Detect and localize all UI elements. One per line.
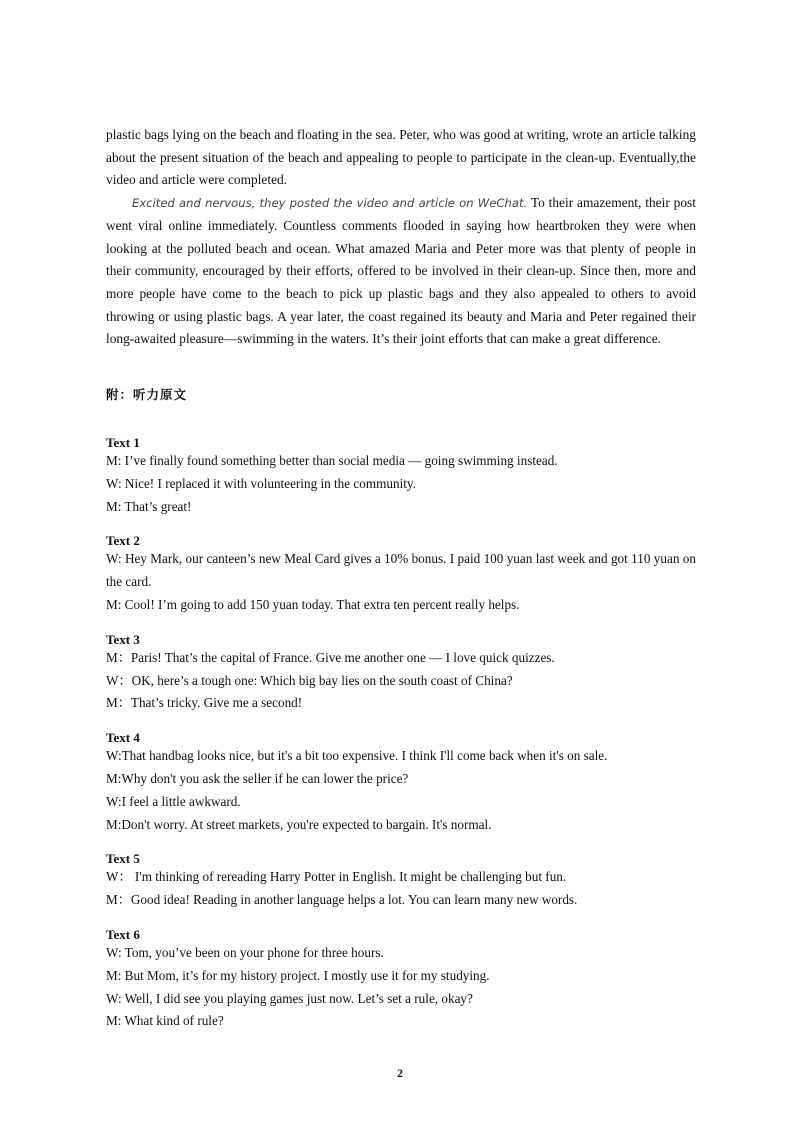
dialogue-line: M: What kind of rule? xyxy=(106,1013,224,1029)
text-heading: Text 5 xyxy=(106,851,140,867)
text-3-block xyxy=(106,632,696,715)
dialogue-line: W： I'm thinking of rereading Harry Potter in English. It might be challenging but fun. xyxy=(106,869,567,885)
dialogue-line: M: Cool! I’m going to add 150 yuan today. That extra ten percent really helps. xyxy=(106,597,520,613)
text-heading: Text 6 xyxy=(106,926,140,942)
dialogue-line: M：Paris! That’s the capital of France. Give me another one — I love quick quizzes. xyxy=(106,649,555,665)
text-heading: Text 2 xyxy=(106,533,140,549)
text-2-block xyxy=(106,533,696,616)
dialogue-line: W:I feel a little awkward. xyxy=(106,793,241,809)
dialogue-line: W: Hey Mark, our canteen’s new Meal Card gives a 10% bonus. I paid 100 yuan last week and got 110 yuan on the card. xyxy=(106,551,696,590)
dialogue-line: M：Good idea! Reading in another language helps a lot. You can learn many new words. xyxy=(106,892,578,908)
essay-section xyxy=(106,124,696,351)
text-4-block xyxy=(106,730,696,836)
dialogue-line: M: But Mom, it’s for my history project. I mostly use it for my studying. xyxy=(106,967,490,983)
dialogue-line: M：That’s tricky. Give me a second! xyxy=(106,695,303,711)
paragraph-text: To their amazement, their post went viral online immediately. Countless comments flooded in saying how heartbroken they were when looking at the polluted beach and ocean. What amazed Maria and Peter more was that plenty of people in their community, encouraged by their efforts, offered to be involved in their clean-up. Since then, more and more people have come to the beach to pick up plastic bags and they also appealed to others to avoid throwing or using plastic bags. A year later, the coast regained its beauty and Maria and Peter regained their long-awaited pleasure—swimming in the waters. It’s their joint efforts that can make a great difference. xyxy=(106,195,696,347)
dialogue-line: M:Don't worry. At street markets, you're expected to bargain. It's normal. xyxy=(106,816,492,832)
text-heading: Text 1 xyxy=(106,435,140,451)
text-5-block xyxy=(106,851,696,912)
text-heading: Text 4 xyxy=(106,730,140,746)
dialogue-line: W:That handbag looks nice, but it's a bit too expensive. I think I'll come back when it's on sale. xyxy=(106,748,608,764)
essay-paragraph: plastic bags lying on the beach and floating in the sea. Peter, who was good at writing, wrote an article talking about the present situation of the beach and appealing to people to participate in the clean-up. Eventually,the video and article were completed. xyxy=(106,127,696,188)
dialogue-line: W: Tom, you’ve been on your phone for three hours. xyxy=(106,944,384,960)
dialogue-line: W: Well, I did see you playing games just now. Let’s set a rule, okay? xyxy=(106,990,473,1006)
dialogue-line: W: Nice! I replaced it with volunteering in the community. xyxy=(106,475,416,491)
dialogue-line: W：OK, here’s a tough one: Which big bay lies on the south coast of China? xyxy=(106,672,513,688)
dialogue-line: M:Why don't you ask the seller if he can lower the price? xyxy=(106,771,409,786)
text-1-block xyxy=(106,435,696,518)
dialogue-line: M: I’ve finally found something better than social media — going swimming instead. xyxy=(106,453,558,469)
listening-transcripts xyxy=(106,435,696,1033)
text-heading: Text 3 xyxy=(106,631,140,647)
appendix-title: 附：听力原文 xyxy=(106,387,188,403)
italic-sentence: Excited and nervous, they posted the video and article on WeChat. xyxy=(132,196,528,211)
dialogue-line: M: That’s great! xyxy=(106,498,192,514)
essay-paragraph xyxy=(106,192,696,351)
document-page xyxy=(106,124,696,1048)
page-number: 2 xyxy=(397,1066,403,1080)
text-6-block xyxy=(106,927,696,1033)
